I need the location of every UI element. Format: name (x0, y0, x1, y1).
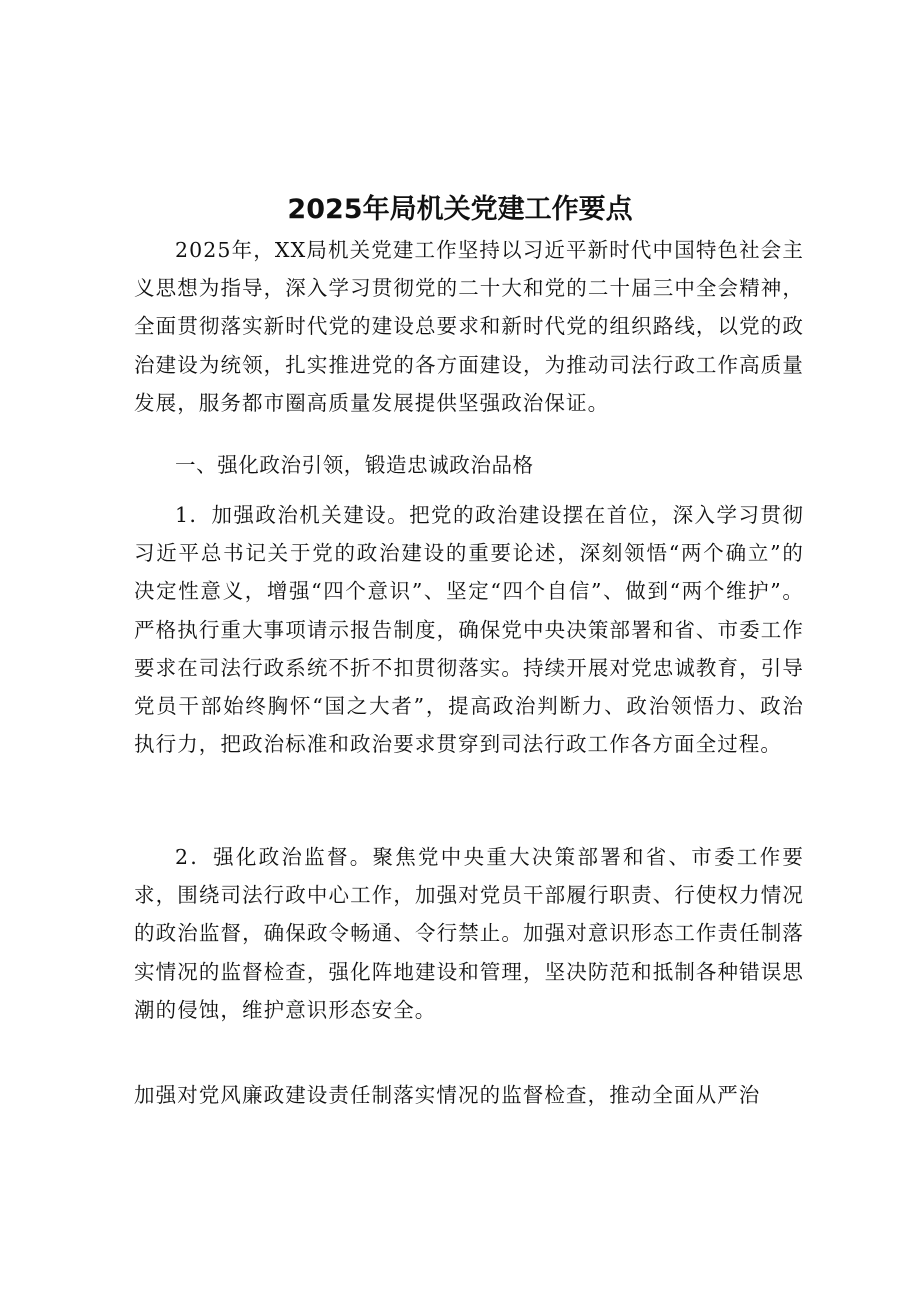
section-heading-1: 一、强化政治引领，锻造忠诚政治品格 (175, 453, 534, 477)
item-1-paragraph: 1．加强政治机关建设。把党的政治建设摆在首位，深入学习贯彻习近平总书记关于党的政治建设的重要论述，深刻领悟“两个确立”的决定性意义，增强“四个意识”、坚定“四个自信”、做到“两个维护”。严格执行重大事项请示报告制度，确保党中央决策部署和省、市委工作要求在司法行政系统不折不扣贯彻落实。持续开展对党忠诚教育，引导党员干部始终胸怀“国之大者”，提高政治判断力、政治领悟力、政治执行力，把政治标准和政治要求贯穿到司法行政工作各方面全过程。 (134, 503, 804, 757)
document-title: 2025年局机关党建工作要点 (287, 194, 633, 226)
item-2-continued-paragraph: 加强对党风廉政建设责任制落实情况的监督检查，推动全面从严治 (134, 1083, 761, 1107)
intro-paragraph: 2025年，XX局机关党建工作坚持以习近平新时代中国特色社会主义思想为指导，深入学习贯彻党的二十大和党的二十届三中全会精神，全面贯彻落实新时代党的建设总要求和新时代党的组织路线，以党的政治建设为统领，扎实推进党的各方面建设，为推动司法行政工作高质量发展，服务都市圈高质量发展提供坚强政治保证。 (134, 238, 804, 415)
item-2-paragraph: 2．强化政治监督。聚焦党中央重大决策部署和省、市委工作要求，围绕司法行政中心工作，加强对党员干部履行职责、行使权力情况的政治监督，确保政令畅通、令行禁止。加强对意识形态工作责任制落实情况的监督检查，强化阵地建设和管理，坚决防范和抵制各种错误思潮的侵蚀，维护意识形态安全。 (134, 845, 804, 1022)
